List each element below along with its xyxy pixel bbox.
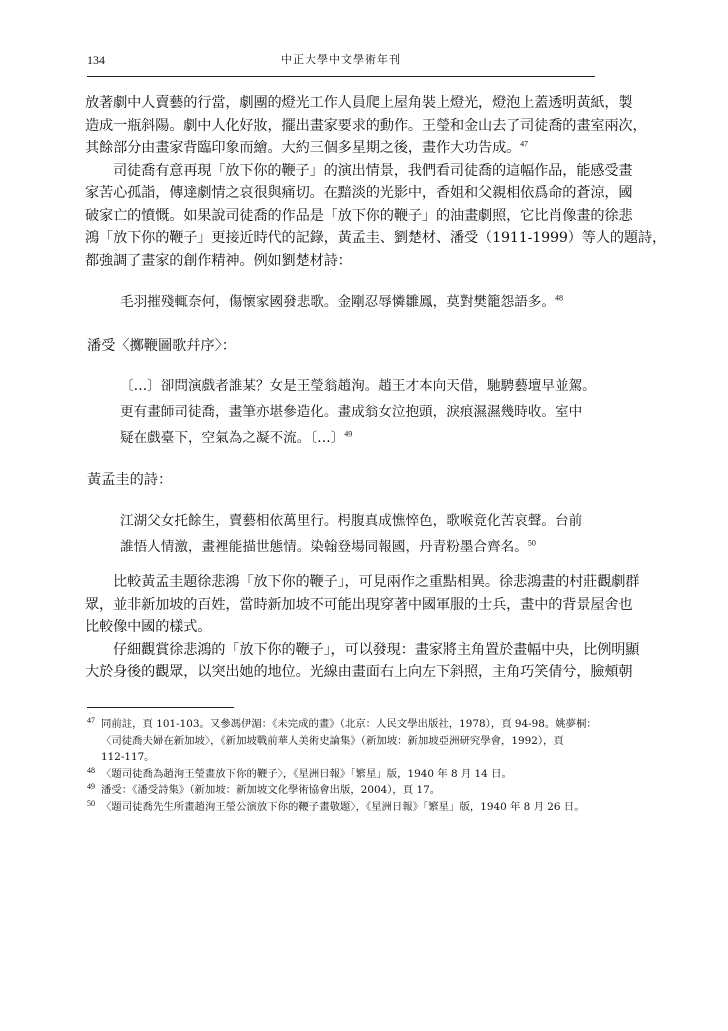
footnote-48 bbox=[87, 766, 601, 783]
footnote-ref-47[interactable]: 47 bbox=[520, 139, 528, 149]
text-line: 比較黃孟圭題徐悲鴻「放下你的鞭子」，可見兩作之重點相異。徐悲鴻畫的村莊觀劇群 bbox=[113, 574, 640, 590]
text-segment: 疑在戲臺下，空氣為之凝不流。〔…〕 bbox=[120, 430, 345, 446]
quote-intro-huang-menggui: 黃孟圭的詩： bbox=[87, 472, 173, 488]
page-number: 134 bbox=[87, 53, 105, 67]
text-segment: 誰悟人情激，畫裡能描世態情。染翰登場同報國，丹青粉墨合齊名。 bbox=[120, 539, 528, 555]
journal-title: 中正大學中文學術年刊 bbox=[281, 53, 401, 66]
quote-line bbox=[87, 289, 601, 315]
paragraph-4 bbox=[85, 639, 640, 684]
footnote-ref-48[interactable]: 48 bbox=[555, 293, 563, 303]
header-divider bbox=[87, 76, 595, 77]
footnote-number: 48 bbox=[87, 765, 95, 775]
text-line: 造成一瓶斜陽。劇中人化好妝，擺出畫家要求的動作。王瑩和金山去了司徒喬的畫室兩次， bbox=[85, 117, 647, 134]
footnote-ref-50[interactable]: 50 bbox=[527, 538, 536, 548]
block-quote-3 bbox=[87, 508, 601, 560]
footnote-47 bbox=[87, 716, 601, 766]
footnote-line: 〈題司徒喬為趙洵王瑩畫放下你的鞭子〉，《星洲日報》「繁星」版，1940 年 8 月 14 日。 bbox=[101, 767, 512, 780]
footnotes bbox=[87, 716, 601, 815]
footnote-49 bbox=[87, 782, 601, 799]
text-line: 鴻「放下你的鞭子」更接近時代的記錄，黃孟圭、劉楚材、潘受（1911-1999）等人的題詩， bbox=[85, 230, 667, 246]
footnote-number: 49 bbox=[87, 782, 95, 791]
footnote-ref-49[interactable]: 49 bbox=[344, 429, 353, 439]
text-segment: 毛羽摧殘輒奈何，傷懷家國發悲歌。金剛忍辱憐雛鳳，莫對樊籠怨語多。 bbox=[120, 294, 555, 310]
footnote-line: 〈司徒喬夫婦在新加坡〉，《新加坡戰前華人美術史論集》（新加坡：新加坡亞洲研究學會，1992），頁 bbox=[101, 734, 564, 747]
footnote-line: 112-117。 bbox=[101, 751, 155, 763]
text-line: 放著劇中人賣藝的行當，劇團的燈光工作人員爬上屋角裝上燈光，燈泡上蓋透明黃紙，製 bbox=[85, 95, 633, 111]
text-line: 司徒喬有意再現「放下你的鞭子」的演出情景，我們看司徒喬的這幅作品，能感受畫 bbox=[113, 162, 633, 179]
paragraph-1 bbox=[85, 92, 647, 160]
quote-line: 江湖父女托餘生，賣藝相依萬里行。枵腹真成憔悴色，歌喉竟化苦哀聲。台前 bbox=[120, 513, 583, 529]
text-line: 家苦心孤詣，傳達劇情之哀很與痛切。在黯淡的光影中，香姐和父親相依爲命的蒼涼，國 bbox=[85, 185, 633, 201]
text-line: 眾，並非新加坡的百姓，當時新加坡不可能出現穿著中國軍服的士兵，畫中的背景屋舍也 bbox=[85, 596, 633, 613]
footnote-divider bbox=[87, 707, 234, 708]
quote-line: 更有畫師司徒喬，畫筆亦堪參造化。畫成翁女泣抱頭，淚痕濕濕幾時收。室中 bbox=[120, 404, 583, 420]
text-line: 比較像中國的樣式。 bbox=[85, 619, 212, 635]
quote-line bbox=[87, 534, 601, 560]
text-segment: 其餘部分由畫家背臨印象而繪。大約三個多星期之後，畫作大功告成。 bbox=[85, 140, 521, 156]
footnote-number: 50 bbox=[87, 798, 95, 808]
text-line: 破家亡的憤慨。如果說司徒喬的作品是「放下你的鞭子」的油畫劇照，它比肖像畫的徐悲 bbox=[85, 207, 633, 224]
text-line: 大於身後的觀眾，以突出她的地位。光線由畫面右上向左下斜照，主角巧笑倩兮，臉頰朝 bbox=[85, 664, 633, 680]
paragraph-3 bbox=[85, 571, 640, 639]
footnote-number: 47 bbox=[87, 716, 95, 725]
footnote-line: 同前註，頁 101-103。又參馮伊湄：《未完成的畫》（北京：人民文學出版社，1978），頁 94-98。姚夢桐： bbox=[101, 718, 597, 730]
block-quote-1 bbox=[87, 289, 601, 315]
text-line bbox=[85, 137, 601, 160]
footnote-50 bbox=[87, 799, 601, 816]
text-line: 都強調了畫家的創作精神。例如劉楚材詩： bbox=[85, 252, 352, 269]
paragraph-2 bbox=[85, 160, 667, 273]
running-header bbox=[87, 50, 595, 70]
block-quote-2 bbox=[87, 373, 601, 451]
quote-line: 〔…〕卻問演戲者誰某？女是王瑩翁趙洵。趙王才本向天借，馳騁藝壇早並駕。 bbox=[120, 378, 596, 394]
quote-intro-pan-shou: 潘受〈擲鞭圖歌幷序〉： bbox=[87, 338, 236, 354]
footnote-line: 潘受：《潘受詩集》（新加坡：新加坡文化學術協會出版，2004），頁 17。 bbox=[101, 784, 441, 796]
footnote-line: 〈題司徒喬先生所畫趙洵王瑩公演放下你的鞭子畫敬題〉，《星洲日報》「繁星」版，1940 年 8 月 26 日。 bbox=[101, 800, 585, 813]
text-line: 仔細觀賞徐悲鴻的「放下你的鞭子」，可以發現：畫家將主角置於畫幅中央，比例明顯 bbox=[113, 641, 640, 658]
main-text bbox=[85, 92, 667, 684]
quote-line bbox=[87, 425, 601, 451]
